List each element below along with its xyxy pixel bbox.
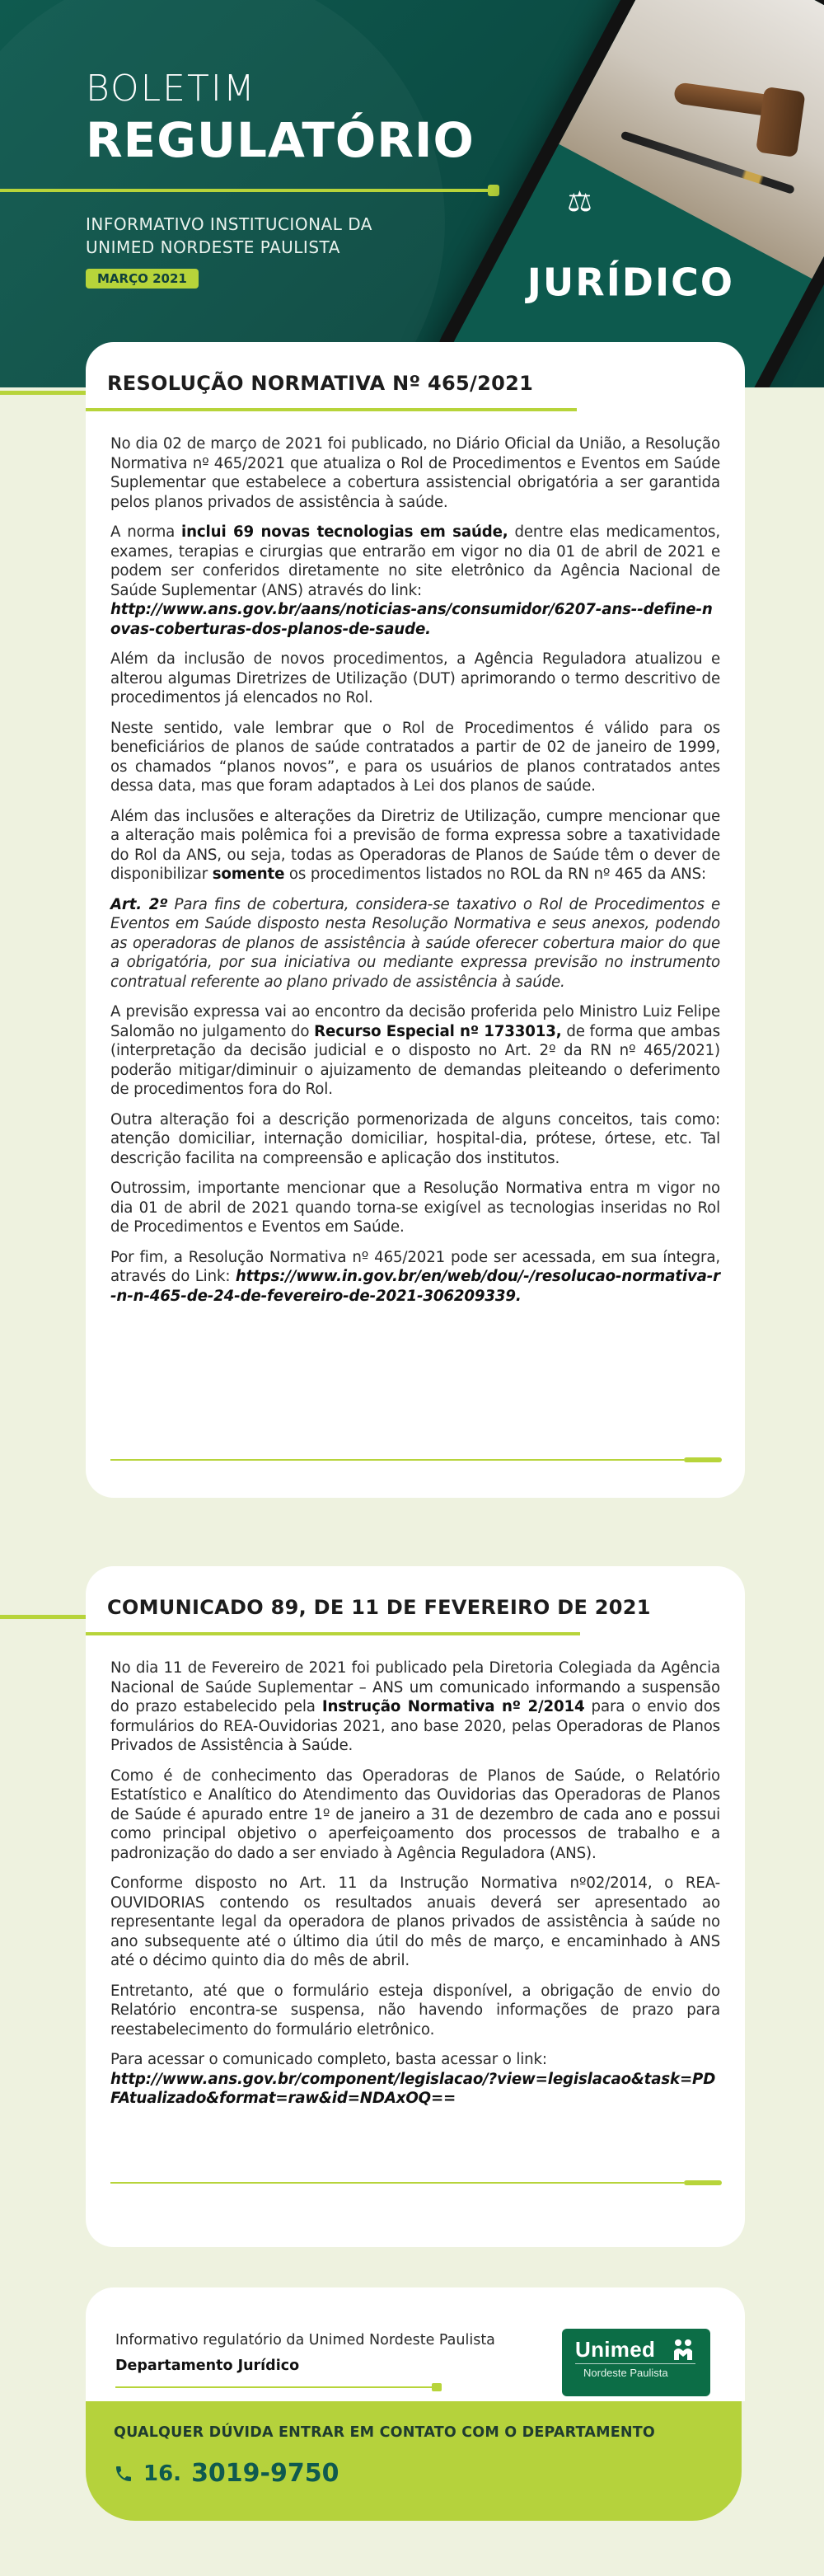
date-badge: MARÇO 2021 — [86, 269, 199, 289]
section2-footer-cap — [684, 2180, 722, 2185]
section1-footer-line — [110, 1459, 684, 1461]
contact-band — [86, 2401, 742, 2521]
footer-underline — [115, 2386, 432, 2388]
section1-title: RESOLUÇÃO NORMATIVA Nº 465/2021 — [107, 372, 534, 395]
footer-card — [86, 2287, 745, 2401]
bulletin-title-bold: REGULATÓRIO — [86, 112, 475, 168]
footer-department: Departamento Jurídico — [115, 2358, 300, 2374]
phone-area-code: 16. — [143, 2461, 182, 2486]
footer-info: Informativo regulatório da Unimed Nordeste Paulista — [115, 2332, 495, 2348]
section2-paragraph: No dia 11 de Fevereiro de 2021 foi publicado pela Diretoria Colegiada da Agência Nacional de Saúde Suplementar – ANS um comunicado informando a suspensão do prazo estabelecido pela Instrução Normativa nº 2/2014 para o envio dos formulários do REA-Ouvidorias 2021, ano base 2020, pelas Operadoras de Planos Privados de Assistência à Saúde. — [110, 1659, 720, 1754]
dou-resolution-link[interactable]: https://www.in.gov.br/en/web/dou/-/resolucao-normativa-r-n-n-465-de-24-de-fevereiro-de-2021-306209339. — [110, 1268, 720, 1305]
section1-left-accent — [0, 391, 86, 395]
section1-paragraph: Outrossim, importante mencionar que a Resolução Normativa entra m vigor no dia 01 de abril de 2021 quando torna-se exigível as tecnologias inseridas no Rol de Procedimentos e Eventos em Saúde. — [110, 1180, 720, 1236]
footer-underline-cap — [432, 2383, 442, 2391]
header-banner — [0, 0, 824, 387]
contact-text: QUALQUER DÚVIDA ENTRAR EM CONTATO COM O DEPARTAMENTO — [114, 2424, 655, 2441]
section2-footer-line — [110, 2182, 684, 2184]
section1-card — [86, 342, 745, 1498]
section2-card — [86, 1566, 745, 2247]
phone-label: JURÍDICO — [527, 260, 734, 305]
phone-number: 3019-9750 — [191, 2459, 339, 2488]
section1-title-underline — [86, 408, 577, 411]
section2-body — [110, 1659, 720, 2109]
phone-illustration — [422, 0, 824, 387]
header-divider — [0, 189, 494, 192]
header-subtitle — [86, 213, 448, 259]
section2-paragraph: Para acessar o comunicado completo, basta acessar o link: http://www.ans.gov.br/component/legislacao/?view=legislacao&task=PDFAtualizado&format=raw&id=NDAxOQ== — [110, 2051, 716, 2107]
section1-body — [110, 434, 720, 1316]
section1-paragraph: Por fim, a Resolução Normativa nº 465/2021 pode ser acessada, em sua íntegra, através do Link: https://www.in.gov.br/en/web/dou/-/resolucao-normativa-r-n-n-465-de-24-de-fevereiro-de-2021-306209339. — [110, 1248, 720, 1305]
section1-paragraph: A norma inclui 69 novas tecnologias em saúde, dentre elas medicamentos, exames, terapias e cirurgias que entrarão em vigor no dia 01 de abril de 2021 e podem ser conferidos diretamente no site eletrônico da Agência Nacional de Saúde Suplementar (ANS) através do link: http://www.ans.gov.br/aans/noticias-ans/consumidor/6207-ans--define-novas-coberturas-dos-planos-de-saude. — [110, 523, 720, 638]
header-subtitle-line1: INFORMATIVO INSTITUCIONAL DA — [86, 214, 372, 234]
phone-icon — [114, 2464, 133, 2484]
section2-paragraph: Conforme disposto no Art. 11 da Instrução Normativa nº02/2014, o REA-OUVIDORIAS contendo os resultados anuais deverá ser apresentado ao representante legal da operadora de planos privados de assistência à saúde no ano subsequente até o último dia útil do mês de março, e encaminhado à ANS até o décimo quinto dia do mês de abril. — [110, 1875, 720, 1969]
gavel-icon: ⚖ — [567, 185, 592, 218]
ans-communique-link[interactable]: http://www.ans.gov.br/component/legislacao/?view=legislacao&task=PDFAtualizado&format=raw&id=NDAxOQ== — [110, 2070, 716, 2107]
section2-title: COMUNICADO 89, DE 11 DE FEVEREIRO DE 2021 — [107, 1596, 651, 1619]
section1-paragraph: A previsão expressa vai ao encontro da decisão proferida pelo Ministro Luiz Felipe Salomão no julgamento do Recurso Especial nº 1733013, de forma que ambas (interpretação da decisão judicial e o disposto no Art. 2º da RN nº 465/2021) poderão mitigar/diminuir o ajuizamento de demandas pleiteando o deferimento de procedimentos fora do Rol. — [110, 1003, 721, 1098]
unimed-logo-icon — [671, 2337, 695, 2362]
section1-paragraph: Além da inclusão de novos procedimentos, a Agência Reguladora atualizou e alterou algumas Diretrizes de Utilização (DUT) aprimorando o termo descritivo de procedimentos já elencados no Rol. — [110, 650, 720, 706]
section1-paragraph: No dia 02 de março de 2021 foi publicado, no Diário Oficial da União, a Resolução Normativa nº 465/2021 que atualiza o Rol de Procedimentos e Eventos em Saúde Suplementar que estabelece a cobertura assistencial obrigatória a ser garantida pelos planos privados de assistência à saúde. — [110, 435, 720, 511]
header-divider-cap — [488, 185, 499, 196]
section1-paragraph: Neste sentido, vale lembrar que o Rol de Procedimentos é válido para os beneficiários de planos de saúde contratados a partir de 02 de janeiro de 1999, os chamados “planos novos”, e para os usuários de planos contratados antes dessa data, mas que foram adaptados à Lei dos planos de saúde. — [110, 719, 720, 795]
section2-paragraph: Entretanto, até que o formulário esteja disponível, a obrigação de envio do Relatório encontra-se suspensa, não havendo informações de prazo para reestabelecimento do formulário eletrônico. — [110, 1982, 720, 2039]
ans-news-link[interactable]: http://www.ans.gov.br/aans/noticias-ans/consumidor/6207-ans--define-novas-coberturas-dos-planos-de-saude. — [110, 601, 713, 638]
gavel-head — [756, 87, 806, 157]
unimed-logo-name: Unimed — [575, 2337, 656, 2362]
article-quote: Art. 2º Para fins de cobertura, considera-se taxativo o Rol de Procedimentos e Eventos em Saúde disposto nesta Resolução Normativa e seus anexos, podendo as operadoras de planos de assistência à saúde oferecer cobertura maior do que a obrigatória, por sua iniciativa ou mediante expressa previsão no instrumento contratual referente ao plano privado de assistência à saúde. — [110, 895, 721, 991]
section2-left-accent — [0, 1615, 86, 1619]
header-subtitle-line2: UNIMED NORDESTE PAULISTA — [86, 237, 340, 257]
section2-paragraph: Como é de conhecimento das Operadoras de Planos de Saúde, o Relatório Estatístico e Analítico do Atendimento das Ouvidorias das Operadoras de Planos de Saúde é apurado entre 1º de janeiro a 31 de dezembro de cada ano e possui como principal objetivo o aperfeiçoamento dos processos de trabalho e a padronização do dado a ser enviado à Agência Reguladora (ANS). — [110, 1767, 720, 1862]
unimed-logo-divider — [575, 2363, 695, 2364]
section1-footer-cap — [684, 1457, 722, 1462]
contact-phone[interactable] — [114, 2459, 339, 2488]
section1-paragraph: Outra alteração foi a descrição pormenorizada de alguns conceitos, tais como: atenção domiciliar, internação domiciliar, hospital-dia, prótese, órtese, etc. Tal descrição facilita na compreensão e aplicação dos institutos. — [110, 1110, 720, 1167]
unimed-logo — [562, 2329, 710, 2396]
unimed-logo-subtitle: Nordeste Paulista — [583, 2367, 668, 2379]
bulletin-title-light: BOLETIM — [86, 68, 256, 110]
section2-title-underline — [86, 1632, 580, 1635]
gavel-photo — [559, 0, 824, 279]
section1-paragraph: Além das inclusões e alterações da Diretriz de Utilização, cumpre mencionar que a alteração mais polêmica foi a previsão de forma expressa sobre a taxatividade do Rol da ANS, ou seja, todas as Operadoras de Planos de Saúde têm o dever de disponibilizar somente os procedimentos listados no ROL da RN nº 465 da ANS: — [110, 807, 720, 883]
